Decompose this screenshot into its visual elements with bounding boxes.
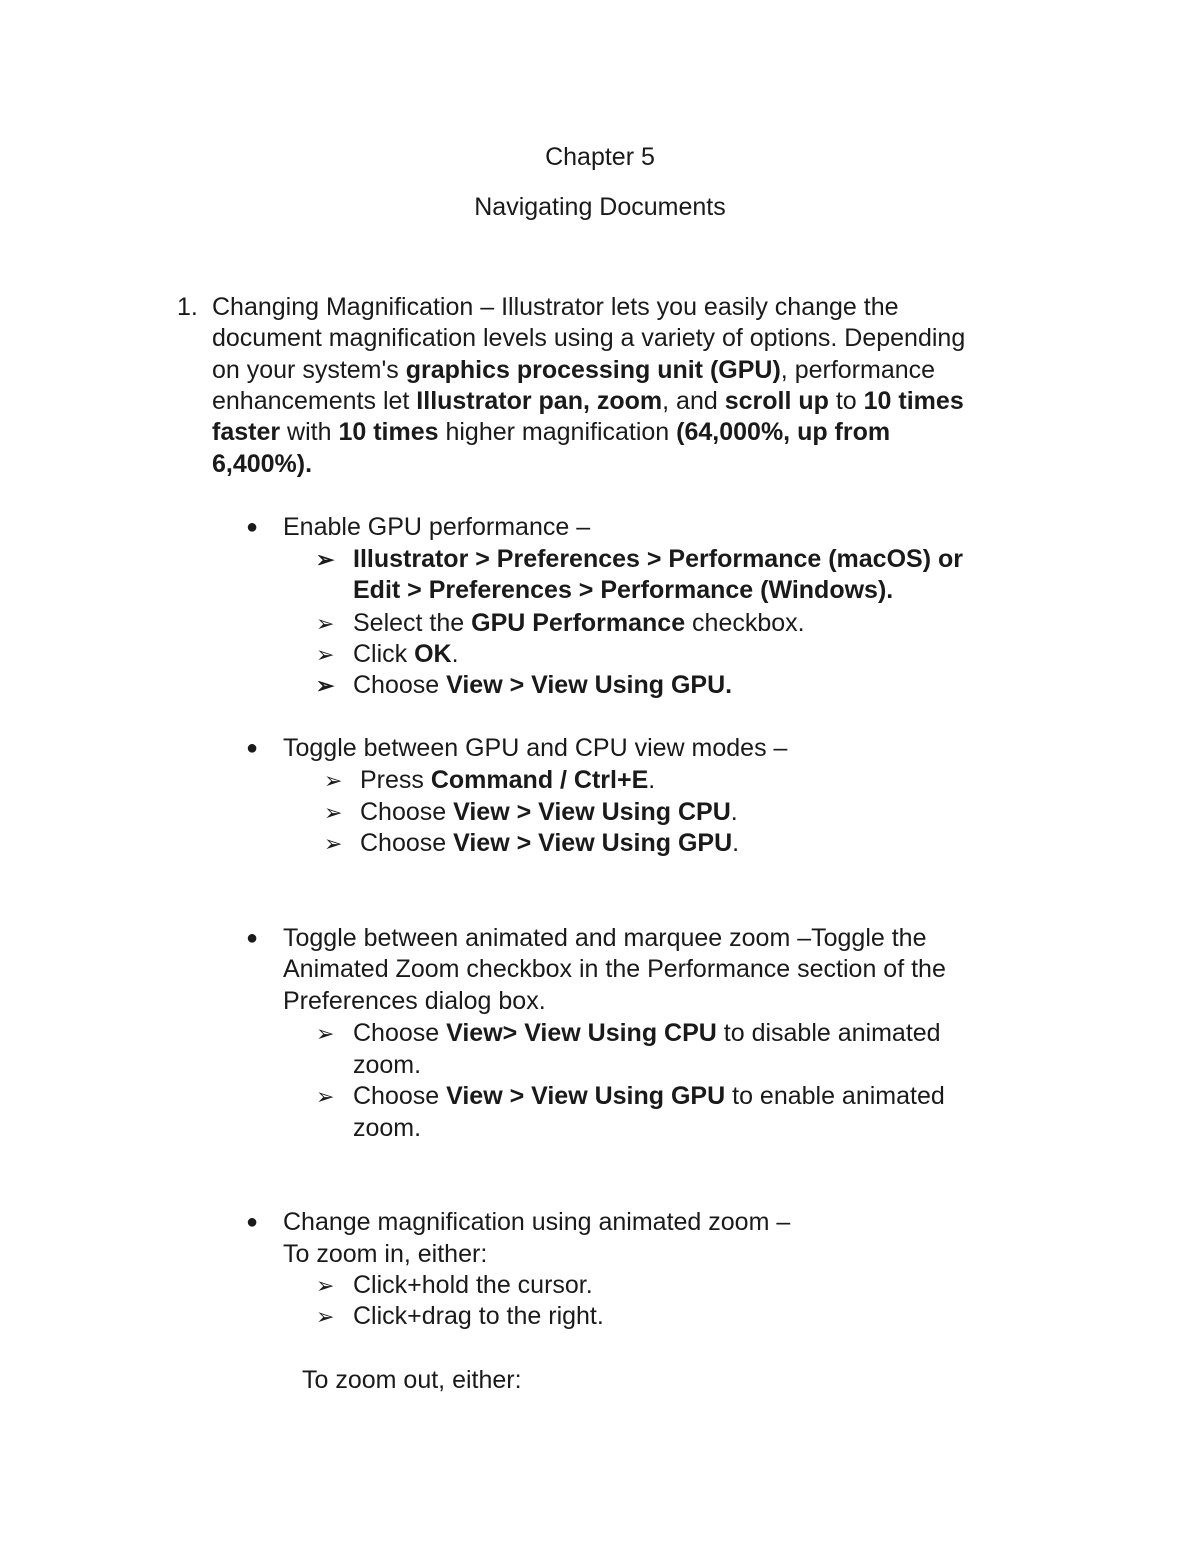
arrow-icon: ➢ (316, 1084, 335, 1109)
step-line: Edit > Preferences > Performance (Windows). (353, 576, 894, 604)
arrow-icon: ➢ (316, 611, 335, 636)
paragraph-line: on your system's graphics processing unit (GPU), performance (212, 356, 936, 384)
paragraph-line: enhancements let Illustrator pan, zoom, and scroll up to 10 times (212, 387, 964, 415)
page-title: Navigating Documents (474, 193, 726, 221)
bullet-icon: ● (246, 737, 259, 759)
step-line: Click+hold the cursor. (353, 1271, 593, 1299)
step-line: Choose View > View Using GPU. (353, 671, 733, 699)
step-line: Choose View> View Using CPU to disable animated (353, 1019, 941, 1047)
arrow-icon: ➢ (316, 1273, 335, 1298)
bullet-heading: Enable GPU performance – (283, 513, 591, 541)
step-line: Press Command / Ctrl+E. (360, 766, 656, 794)
paragraph-line: Preferences dialog box. (283, 987, 546, 1015)
step-line: zoom. (353, 1051, 422, 1079)
bullet-heading: Toggle between animated and marquee zoom –Toggle the (283, 924, 927, 952)
arrow-icon: ➢ (316, 642, 335, 667)
step-line: Click+drag to the right. (353, 1302, 604, 1330)
step-line: zoom. (353, 1114, 422, 1142)
step-line: Click OK. (353, 640, 459, 668)
bullet-icon: ● (246, 516, 259, 538)
paragraph-line: faster with 10 times higher magnification (64,000%, up from (212, 418, 891, 446)
chapter-title: Chapter 5 (545, 143, 655, 171)
arrow-icon: ➢ (316, 1021, 335, 1046)
arrow-icon: ➢ (316, 1304, 335, 1329)
bullet-icon: ● (246, 927, 259, 949)
arrow-icon: ➢ (324, 831, 343, 856)
arrow-icon: ➢ (316, 673, 335, 698)
step-line: Choose View > View Using CPU. (360, 798, 738, 826)
paragraph-line: Animated Zoom checkbox in the Performance section of the (283, 955, 946, 983)
step-line: Choose View > View Using GPU to enable animated (353, 1082, 945, 1110)
step-line: Select the GPU Performance checkbox. (353, 609, 805, 637)
arrow-icon: ➢ (324, 800, 343, 825)
step-line: Illustrator > Preferences > Performance (macOS) or (353, 545, 963, 573)
bullet-heading: Toggle between GPU and CPU view modes – (283, 734, 788, 762)
paragraph-line: document magnification levels using a variety of options. Depending (212, 324, 966, 352)
arrow-icon: ➢ (316, 547, 335, 572)
paragraph-line: 6,400%). (212, 450, 313, 478)
arrow-icon: ➢ (324, 768, 343, 793)
bullet-heading: Change magnification using animated zoom – (283, 1208, 791, 1236)
step-line: Choose View > View Using GPU. (360, 829, 740, 857)
bullet-icon: ● (246, 1211, 259, 1233)
list-number: 1. (177, 293, 198, 321)
paragraph-line: Changing Magnification – Illustrator lets you easily change the (212, 293, 899, 321)
paragraph-line: To zoom in, either: (283, 1240, 488, 1268)
paragraph-line: To zoom out, either: (302, 1366, 522, 1394)
